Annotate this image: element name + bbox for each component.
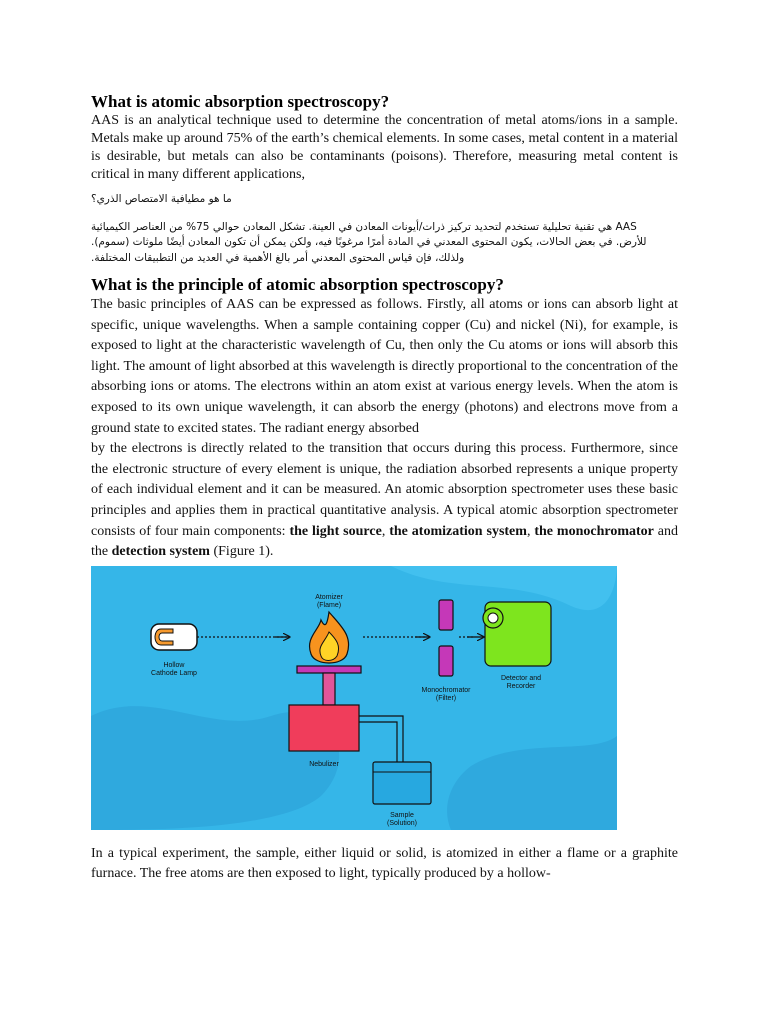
burner-stem [323,673,335,705]
heading-what-is-aas: What is atomic absorption spectroscopy? [91,92,390,111]
monochromator-label-sub: (Filter) [435,694,457,702]
arabic-paragraph [91,220,678,267]
figure-reference: (Figure 1). [209,544,274,560]
atomizer-label-title: Atomizer [315,593,343,601]
detector-label-sub: Recorder [506,682,536,690]
arabic-line: للأرض. في بعض الحالات، يكون المحتوى المعدني في المادة أمرًا مرغوبًا فيه، ولكن يمكن أن تكون المعادن أيضًا ملوثات (سموم). [91,236,647,248]
paragraph-components [91,439,678,563]
paragraph-aas-intro: AAS is an analytical technique used to determine the concentration of metal atoms/ions in a sample. Metals make up around 75% of the earth’s chemical elements. In some cases, metal content in a material is desirable, but metals can also be contaminants (poisons). Therefore, measuring metal content is critical in many different applications, [91,113,678,182]
heading-principle-of-aas: What is the principle of atomic absorption spectroscopy? [91,275,504,294]
aas-diagram-figure [91,566,617,830]
paragraph-components-text: by the electrons is directly related to the transition that occurs during this process. Furthermore, since the electronic structure of every element is unique, the radiation absorbed represents a unique property of each individual element and it can be measured. An atomic absorption spectrometer uses these basic principles and applies them in practical quantitative analysis. A typical atomic absorption spectrometer consists of four main components: [91,441,678,539]
hollow-cathode-lamp-icon [151,624,197,650]
monochromator-upper [439,600,453,630]
detector-icon [483,602,551,666]
nebulizer-box [289,705,359,751]
comma: , [381,523,390,539]
and-the: and the [91,523,679,560]
lamp-label-sub: Cathode Lamp [151,669,197,677]
sample-label-title: Sample [390,811,414,819]
monochromator-label-title: Monochromator [421,686,471,694]
bold-light-source: the light source [289,523,382,539]
monochromator-lower [439,646,453,676]
atomizer-label-sub: (Flame) [316,601,342,609]
arabic-line: ولذلك، فإن قياس المحتوى المعدني أمر بالغ الأهمية في العديد من التطبيقات المختلفة. [91,251,465,264]
bold-monochromator: the monochromator [534,523,654,539]
sample-label-sub: (Solution) [387,819,417,827]
lamp-label-title: Hollow [163,661,185,669]
bold-atomization-system: the atomization system [389,523,527,539]
sample-beaker-icon [373,762,431,804]
paragraph-typical-experiment: In a typical experiment, the sample, either liquid or solid, is atomized in either a flame or a graphite furnace. The free atoms are then exposed to light, typically produced by a hollow- [91,845,678,882]
bold-detection-system: detection system [111,544,210,560]
burner-top [297,666,361,673]
arabic-question: ما هو مطيافية الامتصاص الذري؟ [91,193,232,205]
document-page [91,92,678,885]
comma: , [526,523,535,539]
arabic-line: AAS هي تقنية تحليلية تستخدم لتحديد تركيز ذرات/أيونات المعادن في العينة. تشكل المعادن حوالي 75% من العناصر الكيميائية [91,220,637,233]
paragraph-principle: The basic principles of AAS can be expressed as follows. Firstly, all atoms or ions can absorb light at specific, unique wavelengths. When a sample containing copper (Cu) and nickel (Ni), for example, is exposed to light at the characteristic wavelength of Cu, then only the Cu atoms or ions will absorb this light. The amount of light absorbed at this wavelength is directly proportional to the concentration of the absorbing ions or atoms. The electrons within an atom exist at various energy levels. When the atom is exposed to its own unique wavelength, it can absorb the energy (photons) and electrons move from a ground state to excited states. The radiant energy absorbed [91,297,678,436]
detector-label-title: Detector and [500,674,542,682]
nebulizer-label: Nebulizer [309,760,339,768]
